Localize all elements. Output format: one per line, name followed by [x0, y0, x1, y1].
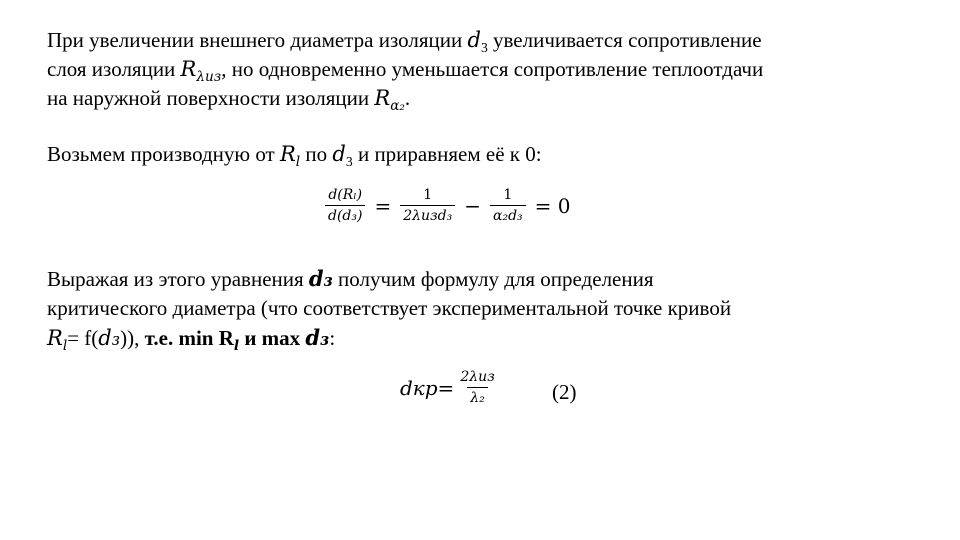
text: )),: [120, 326, 145, 350]
text: на наружной поверхности изоляции: [47, 86, 375, 110]
equation-number: (2): [552, 380, 577, 404]
paragraph-critical-diameter: [47, 264, 927, 353]
paragraph-derivative: [47, 140, 927, 169]
formula-lhs: dкр=: [400, 375, 455, 400]
numerator: 2λиз: [460, 369, 495, 385]
denominator: d(d₃): [325, 205, 365, 225]
fraction-2: [490, 186, 526, 225]
subscript: l: [62, 337, 68, 354]
subscript: α₂: [390, 97, 405, 114]
symbol-d: d: [332, 142, 346, 166]
p1-line-1: [47, 26, 927, 55]
text: по: [300, 142, 333, 166]
subscript: l: [295, 153, 301, 170]
p1-line-2: [47, 55, 927, 84]
symbol-R: R: [47, 326, 63, 350]
text: получим формулу для определения: [332, 267, 654, 291]
symbol-d3: d₃: [98, 326, 121, 350]
symbol-R: R: [374, 86, 391, 110]
symbol-R: R: [279, 142, 296, 166]
numerator: 1: [423, 187, 433, 203]
numerator: 1: [503, 187, 513, 203]
paragraph-insulation-resistance: [47, 26, 927, 113]
text: Выражая из этого уравнения: [47, 267, 309, 291]
symbol-R: R: [180, 57, 197, 81]
p3-line-2: критического диаметра (что соответствует экспериментальной точке кривой: [47, 296, 732, 320]
fraction-critical: [457, 368, 497, 407]
denominator: α₂d₃: [490, 205, 526, 225]
fraction-lhs: [325, 186, 365, 225]
p1-line-3: [47, 84, 927, 113]
text: = f(: [67, 326, 99, 350]
text: Возьмем производную от: [47, 142, 280, 166]
subscript: l: [233, 337, 240, 354]
bold-text: и max: [239, 326, 306, 350]
symbol-d: d: [467, 28, 481, 52]
subscript: 3: [480, 39, 488, 55]
text: При увеличении внешнего диаметра изоляции: [47, 28, 468, 52]
text: увеличивается сопротивление: [487, 28, 762, 52]
derivative-equation: [322, 186, 577, 225]
critical-diameter-formula: [400, 368, 501, 407]
text: :: [329, 326, 336, 350]
p3-line-1: [47, 264, 927, 294]
subscript: 3: [345, 153, 353, 169]
subscript: λиз: [196, 68, 222, 85]
bold-text: т.е. min R: [144, 326, 234, 350]
text: .: [404, 86, 411, 110]
numerator: d(Rₗ): [328, 187, 363, 203]
fraction-1: [400, 186, 455, 225]
denominator: 2λизd₃: [400, 205, 455, 225]
text: слоя изоляции: [47, 57, 181, 81]
minus-sign: −: [464, 193, 482, 218]
p3-line-3: [47, 323, 927, 353]
text: и приравняем её к 0:: [352, 142, 542, 166]
symbol-d3: d₃: [308, 266, 333, 291]
denominator: λ₂: [467, 387, 488, 407]
equals-sign: =: [374, 193, 392, 218]
symbol-d3: d₃: [305, 325, 330, 350]
equals-zero: = 0: [534, 193, 571, 218]
text: , но одновременно уменьшается сопротивление теплоотдачи: [221, 57, 764, 81]
